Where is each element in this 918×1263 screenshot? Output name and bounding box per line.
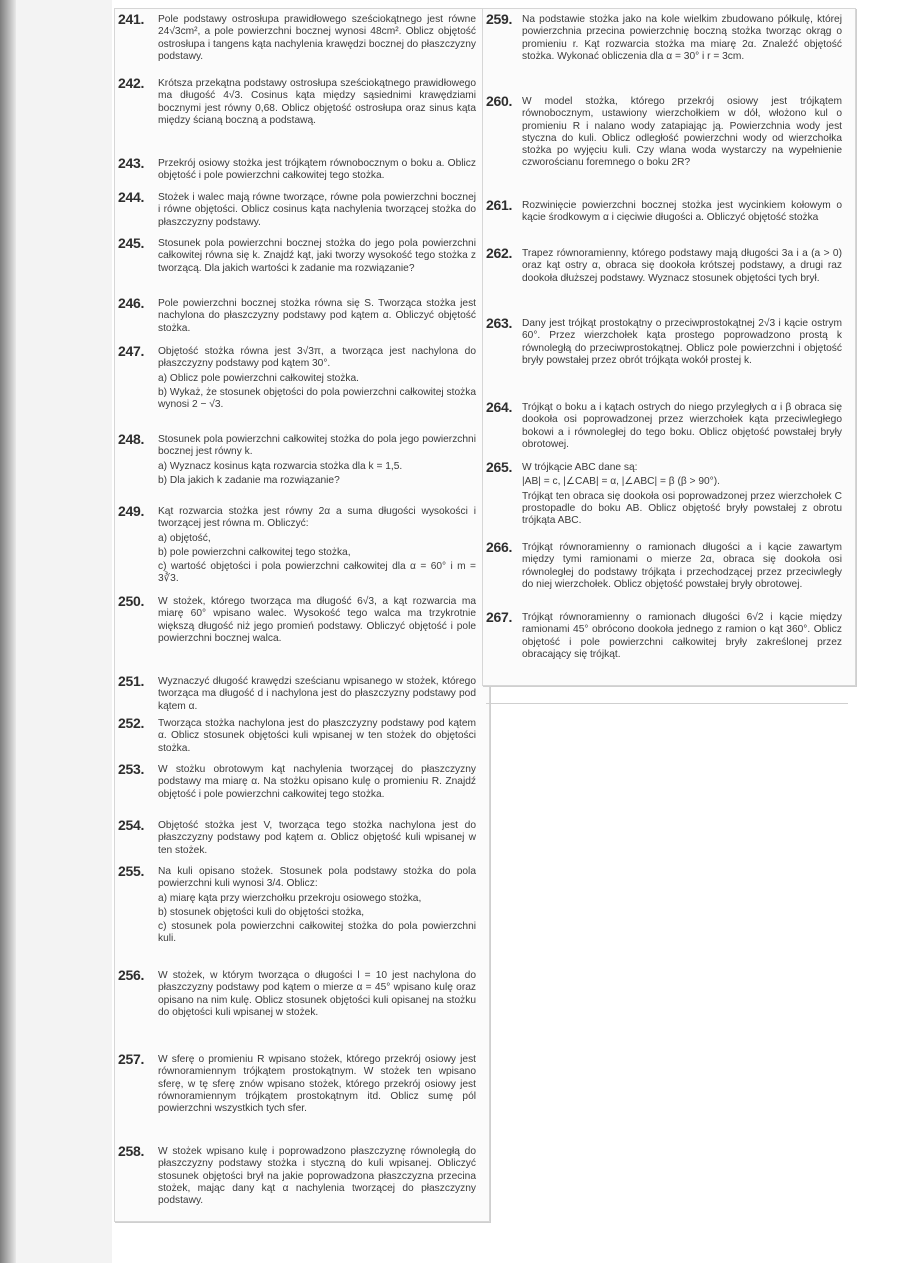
- problem-text: [158, 238, 476, 275]
- problem-statement: Pole podstawy ostrosłupa prawidłowego sześciokątnego jest równe 24√3cm², a pole powierzchni bocznej wynosi 48cm². Oblicz objętość ostrosłupa i tangens kąta nachylenia krawędzi bocznej do płaszczyzny podstawy.: [158, 14, 476, 62]
- problem-number: 245.: [118, 235, 145, 251]
- problem-text: [522, 200, 842, 225]
- problem-number: 258.: [118, 1143, 145, 1159]
- problem-statement: Stosunek pola powierzchni całkowitej stożka do pola jego powierzchni bocznej jest równy k.: [158, 434, 476, 458]
- problem-number: 263.: [486, 315, 513, 331]
- problem-number: 253.: [118, 761, 145, 777]
- problem-text: [158, 506, 476, 586]
- problem-text: [158, 676, 476, 713]
- problem-text: [158, 192, 476, 229]
- problem-number: 264.: [486, 399, 513, 415]
- problem-subitem: b) stosunek objętości kuli do objętości stożka,: [158, 906, 365, 918]
- problem-number: 241.: [118, 11, 145, 27]
- problem-statement: Trójkąt równoramienny o ramionach długości a i kącie zawartym między tymi ramionami o mierze 2α, obraca się dookoła osi równoległej do podstawy trójkąta i przechodzącej przez przeciwległy do niej wierzchołek. Oblicz objętość powstałej bryły obrotowej.: [522, 542, 842, 590]
- problem-statement: Dany jest trójkąt prostokątny o przeciwprostokątnej 2√3 i kącie ostrym 60°. Przez wierzchołek kąta prostego poprowadzono prostą k równoległą do przeciwprostokątnej. Oblicz pole powierzchni i objętość bryły powstałej przez obrót trójkąta wokół prostej k.: [522, 318, 842, 366]
- problem-statement: W model stożka, którego przekrój osiowy jest trójkątem równobocznym, ustawiony wierzchołkiem w dół, włożono kul o promieniu R i nalano wody zatapiając ją. Powierzchnia wody jest styczna do kuli. Oblicz odległość powierzchni wody od wierzchołka stożka po wyjęciu kuli. Czy wlana woda wystarczy na wypełnienie czworościanu foremnego o boku 2R?: [522, 96, 842, 169]
- problem-number: 248.: [118, 431, 145, 447]
- problem-subitem: b) Wykaż, że stosunek objętości do pola powierzchni całkowitej stożka wynosi 2 − √3.: [158, 386, 476, 411]
- problem-statement: W stożek, którego tworząca ma długość 6√3, a kąt rozwarcia ma miarę 60° wpisano walec. Wysokość tego walca ma trzykrotnie większą długość niż jego promień podstawy. Obliczyć objętość i pole powierzchni bocznej walca.: [158, 596, 476, 644]
- problem-text: [158, 298, 476, 335]
- problem-statement: W trójkącie ABC dane są:: [522, 462, 638, 473]
- problem-subitem: Trójkąt ten obraca się dookoła osi poprowadzonej przez wierzchołek C prostopadle do boku AB. Oblicz objętość bryły powstałej z obrotu trójkąta ABC.: [522, 490, 842, 527]
- problem-text: [158, 596, 476, 645]
- problem-text: [522, 14, 842, 63]
- problem-number: 247.: [118, 343, 145, 359]
- problem-text: [158, 78, 476, 127]
- problem-text: [158, 970, 476, 1019]
- problem-subitem: a) Wyznacz kosinus kąta rozwarcia stożka dla k = 1,5.: [158, 460, 403, 472]
- problem-text: [158, 14, 476, 63]
- problem-text: [158, 866, 476, 946]
- problem-text: [158, 820, 476, 857]
- problem-number: 244.: [118, 189, 145, 205]
- problem-number: 256.: [118, 967, 145, 983]
- problem-statement: Trapez równoramienny, którego podstawy mają długości 3a i a (a > 0) oraz kąt ostry α, obraca się dookoła krótszej podstawy, a drugi raz dookoła dłuższej podstawy. Wyznacz stosunek objętości tych brył.: [522, 248, 842, 284]
- problem-text: [522, 248, 842, 285]
- divider: [486, 703, 848, 704]
- problem-number: 265.: [486, 459, 513, 475]
- problem-text: [158, 158, 476, 183]
- scan-edge-shadow: [0, 0, 16, 1263]
- problem-number: 260.: [486, 93, 513, 109]
- problem-statement: Trójkąt o boku a i kątach ostrych do niego przyległych α i β obraca się dookoła osi poprowadzonej przez wierzchołek kąta przeciwległego bokowi a i równoległej do tego boku. Oblicz objętość powstałej bryły obrotowej.: [522, 402, 842, 450]
- problem-statement: Stożek i walec mają równe tworzące, równe pola powierzchni bocznej i równe objętości. Oblicz cosinus kąta nachylenia tworzącej stożka do płaszczyzny podstawy.: [158, 192, 476, 228]
- problem-subitem: a) objętość,: [158, 532, 211, 544]
- problem-number: 243.: [118, 155, 145, 171]
- problem-statement: W stożek wpisano kulę i poprowadzono płaszczyznę równoległą do płaszczyzny podstawy stożka i styczną do kuli wpisanej. Obliczyć stosunek objętości brył na jakie poprowadzona płaszczyzna przecina stożek, mając dany kąt α nachylenia tworzącej do płaszczyzny podstawy.: [158, 1146, 476, 1207]
- problem-text: [522, 402, 842, 451]
- problem-number: 261.: [486, 197, 513, 213]
- problem-statement: Na podstawie stożka jako na kole wielkim zbudowano półkulę, której powierzchnia przecina powierzchnię boczną stożka tworząc okrąg o promieniu r. Kąt rozwarcia stożka ma miarę 2α. Znaleźć objętość stożka. Wykonać obliczenia dla α = 30° i r = 3cm.: [522, 14, 842, 62]
- problem-number: 242.: [118, 75, 145, 91]
- problem-subitem: a) Oblicz pole powierzchni całkowitej stożka.: [158, 372, 360, 384]
- problem-statement: Stosunek pola powierzchni bocznej stożka do jego pola powierzchni całkowitej równa się k. Znajdź kąt, jaki tworzy wysokość tego stożka z tworzącą. Dla jakich wartości k zadanie ma rozwiązanie?: [158, 238, 476, 274]
- problem-text: [522, 96, 842, 170]
- problem-statement: Na kuli opisano stożek. Stosunek pola podstawy stożka do pola powierzchni kuli wynosi 3/4. Oblicz:: [158, 866, 476, 890]
- problem-statement: W sferę o promieniu R wpisano stożek, którego przekrój osiowy jest równoramiennym trójkątem prostokątnym. W stożek ten wpisano sferę, w tę sferę znów wpisano stożek, którego przekrój osiowy jest równoramiennym trójkątem prostokątnym itd. Oblicz sumę pól powierzchni wszystkich tych sfer.: [158, 1054, 476, 1115]
- problem-number: 259.: [486, 11, 513, 27]
- problem-subitem: a) miarę kąta przy wierzchołku przekroju osiowego stożka,: [158, 892, 422, 904]
- problem-subitem: b) Dla jakich k zadanie ma rozwiązanie?: [158, 474, 340, 486]
- problem-statement: Krótsza przekątna podstawy ostrosłupa sześciokątnego prawidłowego ma długość 4√3. Cosinus kąta między sąsiednimi krawędziami bocznymi jest równy 0,68. Oblicz objętość ostrosłupa oraz sinus kąta między ścianą boczną a podstawą.: [158, 78, 476, 126]
- problem-number: 257.: [118, 1051, 145, 1067]
- problem-text: [158, 1146, 476, 1207]
- problem-statement: Rozwinięcie powierzchni bocznej stożka jest wycinkiem kołowym o kącie środkowym α i cięciwie długości a. Obliczyć objętość stożka: [522, 200, 842, 224]
- problem-number: 252.: [118, 715, 145, 731]
- problem-text: [158, 1054, 476, 1115]
- problem-number: 262.: [486, 245, 513, 261]
- scan-margin: [16, 0, 112, 1263]
- problem-number: 266.: [486, 539, 513, 555]
- problem-statement: Trójkąt równoramienny o ramionach długości 6√2 i kącie między ramionami 45° obrócono dookoła jednego z ramion o kąt 360°. Oblicz objętość i pole powierzchni całkowitej bryły zakreślonej przez obracający się trójkąt.: [522, 612, 842, 660]
- problem-statement: Kąt rozwarcia stożka jest równy 2α a suma długości wysokości i tworzącej jest równa m. Obliczyć:: [158, 506, 476, 530]
- problem-statement: Tworząca stożka nachylona jest do płaszczyzny podstawy pod kątem α. Oblicz stosunek objętości kuli wpisanej w ten stożek do objętości stożka.: [158, 718, 476, 754]
- problem-text: [522, 462, 842, 527]
- problem-subitem: |AB| = c, |∠CAB| = α, |∠ABC| = β (β > 90°).: [522, 476, 720, 488]
- problem-number: 255.: [118, 863, 145, 879]
- problem-number: 250.: [118, 593, 145, 609]
- problem-statement: Wyznaczyć długość krawędzi sześcianu wpisanego w stożek, którego tworząca ma długość d i nachylona jest do płaszczyzny podstawy pod kątem α.: [158, 676, 476, 712]
- problem-subitem: c) stosunek pola powierzchni całkowitej stożka do pola powierzchni kuli.: [158, 921, 476, 945]
- problem-statement: Pole powierzchni bocznej stożka równa się S. Tworząca stożka jest nachylona do płaszczyzny podstawy pod kątem α. Obliczyć objętość stożka.: [158, 298, 476, 334]
- problem-text: [158, 764, 476, 801]
- problem-text: [522, 318, 842, 367]
- problem-subitem: c) wartość objętości i pola powierzchni całkowitej dla α = 60° i m = 3∛3.: [158, 561, 476, 585]
- problem-text: [158, 718, 476, 755]
- problem-text: [158, 346, 476, 411]
- problem-number: 246.: [118, 295, 145, 311]
- problem-text: [158, 434, 476, 487]
- problem-number: 251.: [118, 673, 145, 689]
- problem-statement: Objętość stożka równa jest 3√3π, a tworząca jest nachylona do płaszczyzny podstawy pod kątem 30°.: [158, 346, 476, 370]
- problem-statement: Przekrój osiowy stożka jest trójkątem równobocznym o boku a. Oblicz objętość i pole powierzchni całkowitej tego stożka.: [158, 158, 476, 182]
- problem-number: 267.: [486, 609, 513, 625]
- problem-statement: W stożku obrotowym kąt nachylenia tworzącej do płaszczyzny podstawy ma miarę α. Na stożku opisano kulę o promieniu R. Znajdź objętość i pole powierzchni całkowitej tego stożka.: [158, 764, 476, 800]
- problem-statement: Objętość stożka jest V, tworząca tego stożka nachylona jest do płaszczyzny podstawy pod kątem α. Oblicz objętość kuli wpisanej w ten stożek.: [158, 820, 476, 856]
- problem-number: 249.: [118, 503, 145, 519]
- problem-subitem: b) pole powierzchni całkowitej tego stożka,: [158, 546, 351, 558]
- problem-number: 254.: [118, 817, 145, 833]
- problem-text: [522, 612, 842, 661]
- problem-statement: W stożek, w którym tworząca o długości l = 10 jest nachylona do płaszczyzny podstawy pod kątem o mierze α = 45° wpisano kulę oraz opisano na nim kulę. Oblicz stosunek objętości kuli opisanej na stożku do objętości kuli wpisanej w stożek.: [158, 970, 476, 1018]
- problem-text: [522, 542, 842, 591]
